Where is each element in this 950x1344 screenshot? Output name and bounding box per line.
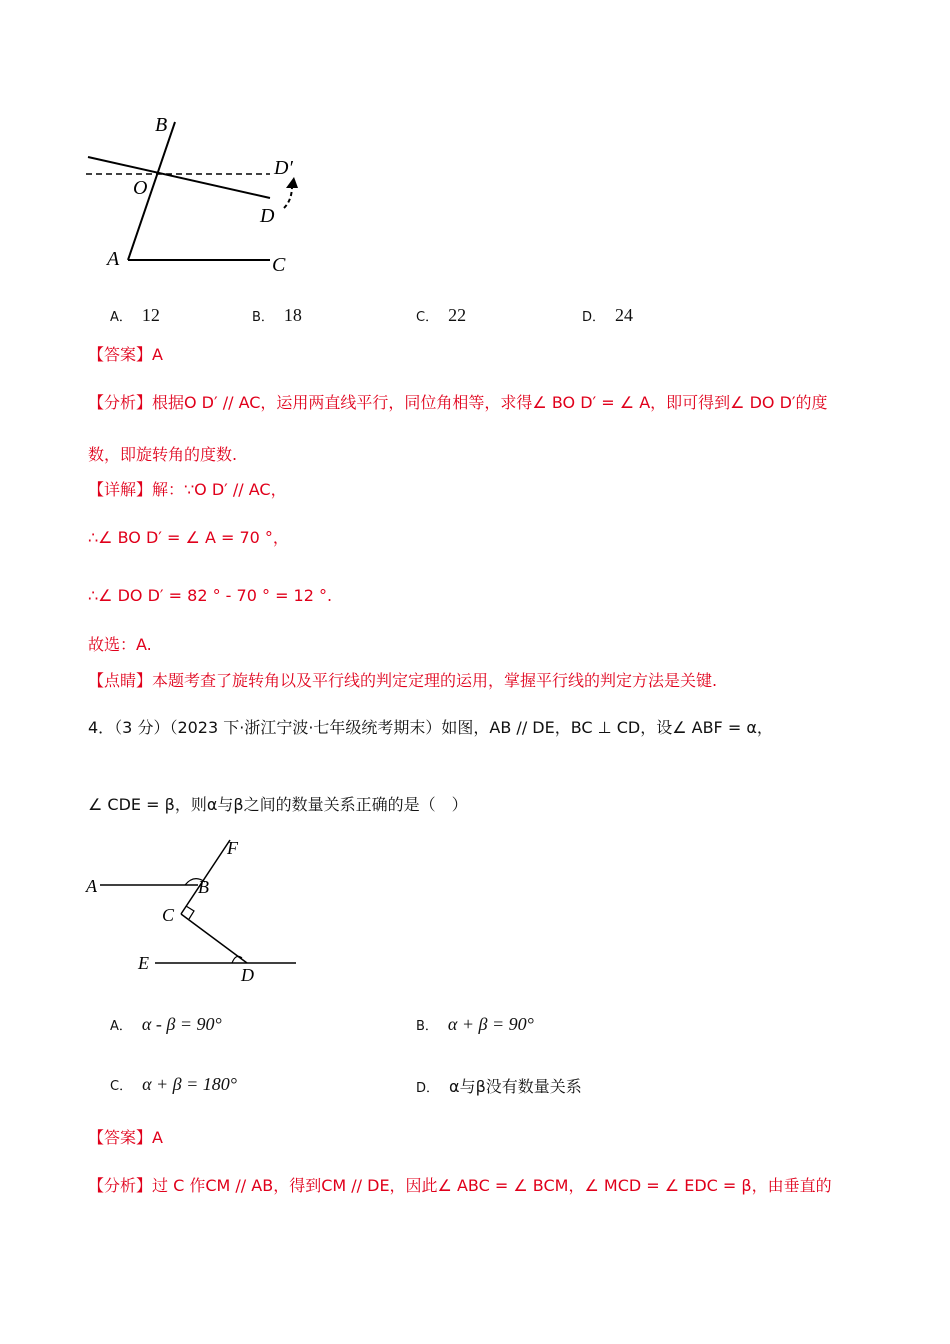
q4-analysis: 【分析】过 C 作CM // AB，得到CM // DE，因此∠ ABC = ∠ BCM，∠ MCD = ∠ EDC = β，由垂直的 <box>88 1176 832 1195</box>
right-angle-mark <box>186 906 194 919</box>
option-a: A． 12 <box>110 305 160 325</box>
label-b2: B <box>198 877 209 897</box>
label-e2: E <box>138 953 149 973</box>
rotation-arrow <box>284 186 292 208</box>
label-a2: A <box>86 876 97 896</box>
figure-rotation <box>0 0 360 290</box>
q4-option-a: A． α - β = 90° <box>110 1014 222 1034</box>
q3-answer: 【答案】A <box>88 345 163 364</box>
q4-stem-line2: ∠ CDE = β，则α与β之间的数量关系正确的是（ ） <box>88 795 468 814</box>
line-cd <box>181 914 247 963</box>
label-o: O <box>133 177 148 199</box>
line-od <box>88 157 270 198</box>
q4-answer: 【答案】A <box>88 1128 163 1147</box>
label-c2: C <box>162 905 175 925</box>
option-b: B． 18 <box>252 305 302 325</box>
option-d: D． 24 <box>582 305 634 325</box>
q3-detail-line1: 【详解】解：∵O D′ // AC， <box>88 480 287 499</box>
label-a: A <box>107 248 120 270</box>
label-d-prime: D′ <box>274 157 293 179</box>
q3-detail-line2: ∴∠ BO D′ = ∠ A = 70 °， <box>88 528 289 547</box>
label-d2: D <box>241 965 254 985</box>
q3-comment: 【点睛】本题考查了旋转角以及平行线的判定定理的运用，掌握平行线的判定方法是关键. <box>88 671 718 690</box>
q3-detail-line4: 故选：A. <box>88 635 152 654</box>
label-f: F <box>227 838 238 858</box>
q3-analysis-line1: 【分析】根据O D′ // AC，运用两直线平行，同位角相等，求得∠ BO D′ = ∠ A，即可得到∠ DO D′的度 <box>88 393 828 412</box>
angle-cde-arc <box>232 956 242 963</box>
label-b: B <box>155 114 168 136</box>
option-c: C． 22 <box>416 305 467 325</box>
q3-analysis-line2: 数，即旋转角的度数. <box>88 445 238 464</box>
q4-option-c: C． α + β = 180° <box>110 1074 237 1094</box>
figure-parallel <box>0 830 320 990</box>
q3-detail-line3: ∴∠ DO D′ = 82 ° - 70 ° = 12 °. <box>88 586 333 605</box>
q4-option-b: B． α + β = 90° <box>416 1014 534 1034</box>
q4-option-d: D． α与β没有数量关系 <box>416 1077 582 1096</box>
label-c: C <box>272 254 286 276</box>
label-d: D <box>260 205 275 227</box>
q4-stem-line1: 4．（3 分）（2023 下·浙江宁波·七年级统考期末）如图，AB // DE，BC ⊥ CD，设∠ ABF = α， <box>88 718 773 737</box>
